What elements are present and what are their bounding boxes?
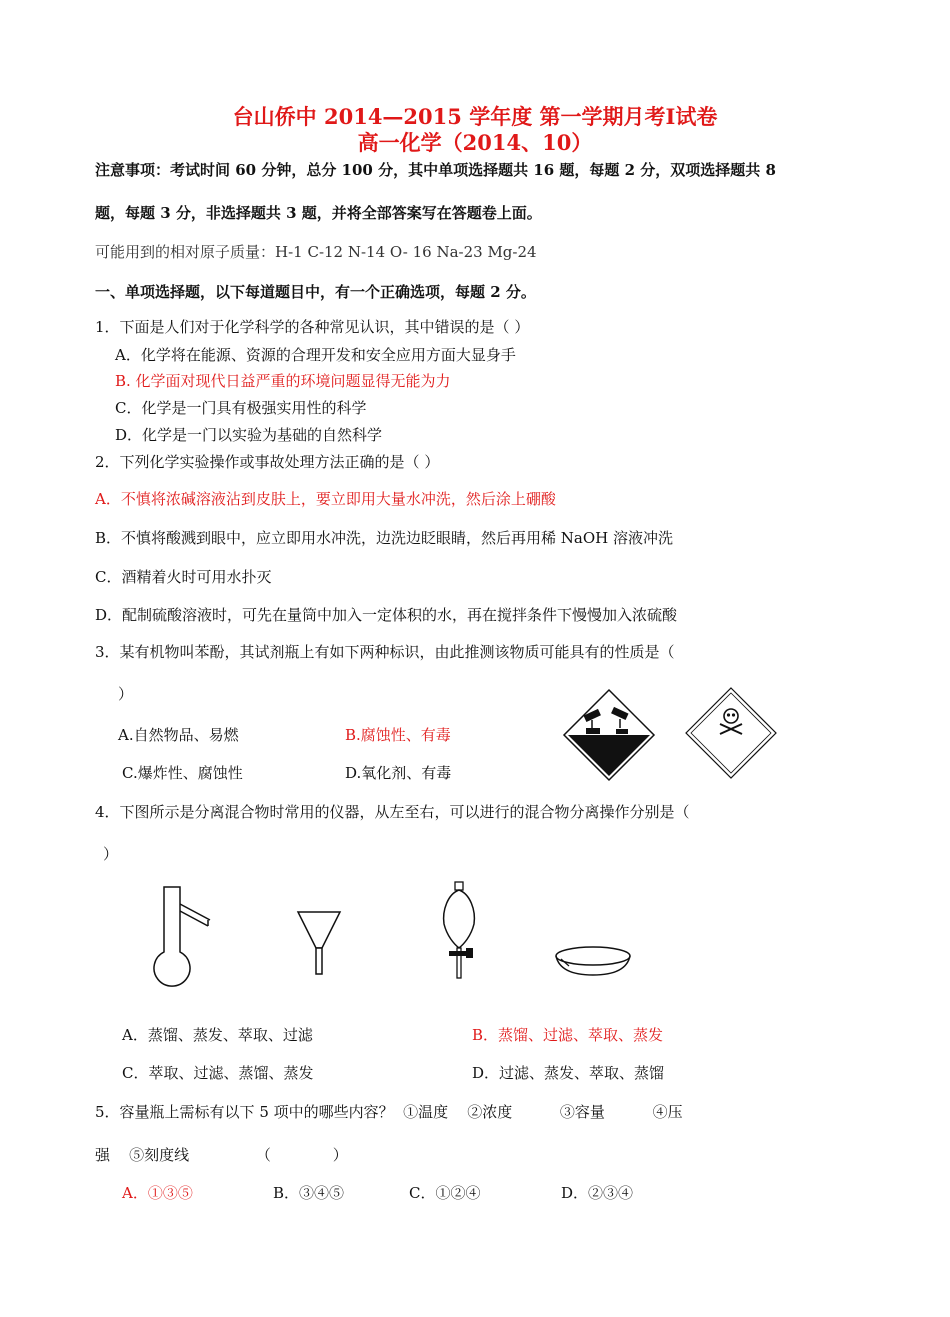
question-5-stem-cont: 强 ⑤刻度线 （ ） xyxy=(95,1146,348,1164)
question-5-option-a: A．①③⑤ xyxy=(122,1184,193,1202)
funnel-icon xyxy=(296,910,342,976)
question-5-option-d: D．②③④ xyxy=(561,1184,634,1202)
question-2-stem: 2．下列化学实验操作或事故处理方法正确的是（ ） xyxy=(95,453,440,471)
question-1-option-d: D．化学是一门以实验为基础的自然科学 xyxy=(115,426,383,444)
question-3-option-d: D.氧化剂、有毒 xyxy=(345,764,452,782)
notice-line-2: 题，每题 3 分，非选择题共 3 题，并将全部答案写在答题卷上面。 xyxy=(95,204,542,222)
question-4-stem: 4．下图所示是分离混合物时常用的仪器，从左至右，可以进行的混合物分离操作分别是（ xyxy=(95,803,690,821)
exam-subtitle: 高一化学（2014、10） xyxy=(357,130,593,155)
question-5-option-b: B．③④⑤ xyxy=(273,1184,345,1202)
question-5-stem: 5．容量瓶上需标有以下 5 项中的哪些内容？ ①温度 ②浓度 ③容量 ④压 xyxy=(95,1103,683,1121)
question-1-stem: 1．下面是人们对于化学科学的各种常见认识，其中错误的是（ ） xyxy=(95,318,530,336)
question-2-option-d: D．配制硫酸溶液时，可先在量筒中加入一定体积的水，再在搅拌条件下慢慢加入浓硫酸 xyxy=(95,606,678,624)
question-1-option-a: A．化学将在能源、资源的合理开发和安全应用方面大显身手 xyxy=(115,346,516,364)
question-4-option-d: D．过滤、蒸发、萃取、蒸馏 xyxy=(472,1064,665,1082)
question-4-option-b: B．蒸馏、过滤、萃取、蒸发 xyxy=(472,1026,664,1044)
question-3-stem-cont: ） xyxy=(118,685,134,703)
question-4-option-a: A．蒸馏、蒸发、萃取、过滤 xyxy=(122,1026,313,1044)
question-4-option-c: C．萃取、过滤、蒸馏、蒸发 xyxy=(122,1064,314,1082)
separatory-funnel-icon xyxy=(436,880,482,984)
question-3-stem: 3．某有机物叫苯酚，其试剂瓶上有如下两种标识，由此推测该物质可能具有的性质是（ xyxy=(95,643,675,661)
question-1-option-c: C．化学是一门具有极强实用性的科学 xyxy=(115,399,367,417)
distillation-flask-icon xyxy=(144,884,216,984)
question-3-option-b: B.腐蚀性、有毒 xyxy=(345,726,451,744)
question-1-option-b: B. 化学面对现代日益严重的环境问题显得无能为力 xyxy=(115,372,451,390)
exam-title: 台山侨中 2014—2015 学年度 第一学期月考Ⅰ试卷 xyxy=(232,104,718,129)
question-2-option-c: C．酒精着火时可用水扑灭 xyxy=(95,568,272,586)
corrosive-hazard-icon xyxy=(562,688,656,782)
question-5-option-c: C．①②④ xyxy=(409,1184,481,1202)
question-4-stem-cont: ） xyxy=(103,845,119,863)
section-heading: 一、单项选择题，以下每道题目中，有一个正确选项，每题 2 分。 xyxy=(95,283,536,301)
question-2-option-a: A．不慎将浓碱溶液沾到皮肤上，要立即用大量水冲洗，然后涂上硼酸 xyxy=(95,490,556,508)
atomic-masses: 可能用到的相对原子质量：H-1 C-12 N-14 O- 16 Na-23 Mg-24 xyxy=(95,243,537,261)
question-3-option-c: C.爆炸性、腐蚀性 xyxy=(122,764,243,782)
question-2-option-b: B．不慎将酸溅到眼中，应立即用水冲洗，边洗边眨眼睛，然后再用稀 NaOH 溶液冲洗 xyxy=(95,529,674,547)
notice-line-1: 注意事项：考试时间 60 分钟，总分 100 分，其中单项选择题共 16 题，每题 2 分，双项选择题共 8 xyxy=(95,161,776,179)
evaporating-dish-icon xyxy=(553,944,633,978)
question-3-option-a: A.自然物品、易燃 xyxy=(118,726,239,744)
toxic-hazard-icon xyxy=(684,686,778,780)
